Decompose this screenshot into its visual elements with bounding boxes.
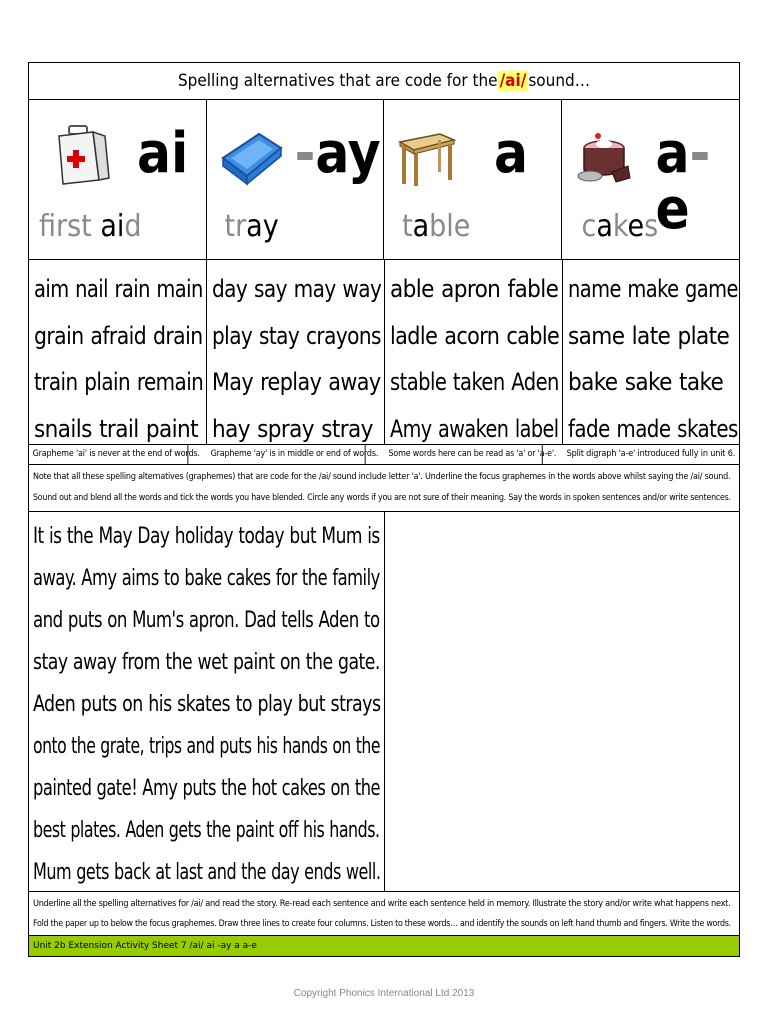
word-list-a-e <box>563 260 741 444</box>
column-a-e-header <box>562 100 740 259</box>
keyword-tray: tray <box>224 209 279 244</box>
word-line: bake sake take <box>568 368 724 396</box>
illustration-area[interactable] <box>385 512 739 891</box>
word-list-a <box>385 260 563 444</box>
grapheme-header-row <box>29 100 739 260</box>
story-row <box>29 512 739 892</box>
note-ai: Grapheme 'ai' is never at the end of words. <box>29 445 188 464</box>
word-line: name make game <box>568 275 738 303</box>
word-list-ay <box>207 260 385 444</box>
info-line: Note that all these spelling alternatives (graphemes) that are code for the /ai/ sound include letter 'a'. Underline the focus graphemes in the words above whilst saying the /ai/ sound. <box>33 472 731 482</box>
instruction-line: Fold the paper up to below the focus graphemes. Draw three lines to create four columns. Listen to these words… and identify the sounds on left hand thumb and fingers. Write the words. <box>33 919 731 929</box>
story-line: stay away from the wet paint on the gate. <box>33 650 380 675</box>
story-line: It is the May Day holiday today but Mum is <box>33 524 380 549</box>
word-line: train plain remain <box>34 368 204 396</box>
note-a: Some words here can be read as 'a' or 'a-e'. <box>385 445 543 464</box>
title-text: Spelling alternatives that are code for the <box>177 71 498 91</box>
grapheme-ai: ai <box>137 121 189 186</box>
grapheme-a: a <box>494 121 528 186</box>
grapheme-a-e: a-e <box>655 121 711 242</box>
word-line: grain afraid drain <box>34 321 203 350</box>
story-line: painted gate! Amy puts the hot cakes on the <box>33 776 381 801</box>
info-line: Sound out and blend all the words and tick the words you have blended. Circle any words if you are not sure of their meaning. Say the words in spoken sentences and/or write sentences. <box>33 493 731 503</box>
story-line: Mum gets back at last and the day ends well. <box>33 860 381 885</box>
story-line: Aden puts on his skates to play but strays <box>33 692 381 717</box>
word-line: snails trail paint <box>34 414 198 443</box>
worksheet <box>28 62 740 957</box>
note-ay: Grapheme 'ay' is in middle or end of words. <box>207 445 366 464</box>
grapheme-notes-row <box>29 445 739 465</box>
column-ay-header <box>207 100 385 259</box>
title-sound-highlight: /ai/ <box>499 71 527 91</box>
unit-footer: Unit 2b Extension Activity Sheet 7 /ai/ ai -ay a a-e <box>29 936 739 956</box>
column-ai-header <box>29 100 207 259</box>
column-a-header <box>384 100 562 259</box>
grapheme-ay: -ay <box>294 121 381 186</box>
teacher-info <box>29 465 739 512</box>
story-text <box>29 512 385 891</box>
copyright: Copyright Phonics International Ltd 2013 <box>293 988 475 999</box>
story-line: away. Amy aims to bake cakes for the family <box>33 566 380 591</box>
word-line: ladle acorn cable <box>390 321 560 350</box>
word-line: play stay crayons <box>212 321 381 350</box>
cakes-icon <box>572 122 632 188</box>
word-list-ai <box>29 260 207 444</box>
instructions <box>29 892 739 936</box>
word-line: stable taken Aden <box>390 368 559 396</box>
word-line: same late plate <box>568 321 730 350</box>
word-line: able apron fable <box>390 275 559 303</box>
story-line: best plates. Aden gets the paint off his hands. <box>33 818 380 843</box>
keyword-table: table <box>402 209 471 244</box>
note-a-e: Split digraph 'a-e' introduced fully in unit 6. <box>566 449 736 459</box>
first-aid-kit-icon <box>53 122 113 188</box>
word-line: day say may way <box>212 275 382 303</box>
instruction-line: Underline all the spelling alternatives for /ai/ and read the story. Re-read each sentence and write each sentence held in memory. Illustrate the story and/or write what happens next. <box>33 899 731 909</box>
word-line: May replay away <box>212 368 381 396</box>
tray-icon <box>219 122 285 188</box>
word-line: Amy awaken label <box>390 414 559 443</box>
word-line: fade made skates <box>568 414 738 443</box>
story-line: and puts on Mum's apron. Dad tells Aden to <box>33 608 380 633</box>
sheet-title <box>29 63 739 100</box>
story-line: onto the grate, trips and puts his hands on the <box>33 734 380 759</box>
keyword-first-aid: first aid <box>39 209 142 244</box>
word-line: hay spray stray <box>212 414 373 443</box>
keyword-cakes: cakes <box>581 209 659 244</box>
word-line: aim nail rain main <box>34 275 203 303</box>
word-lists-row <box>29 260 739 445</box>
table-icon <box>396 122 456 188</box>
title-text-end: sound… <box>528 71 591 91</box>
